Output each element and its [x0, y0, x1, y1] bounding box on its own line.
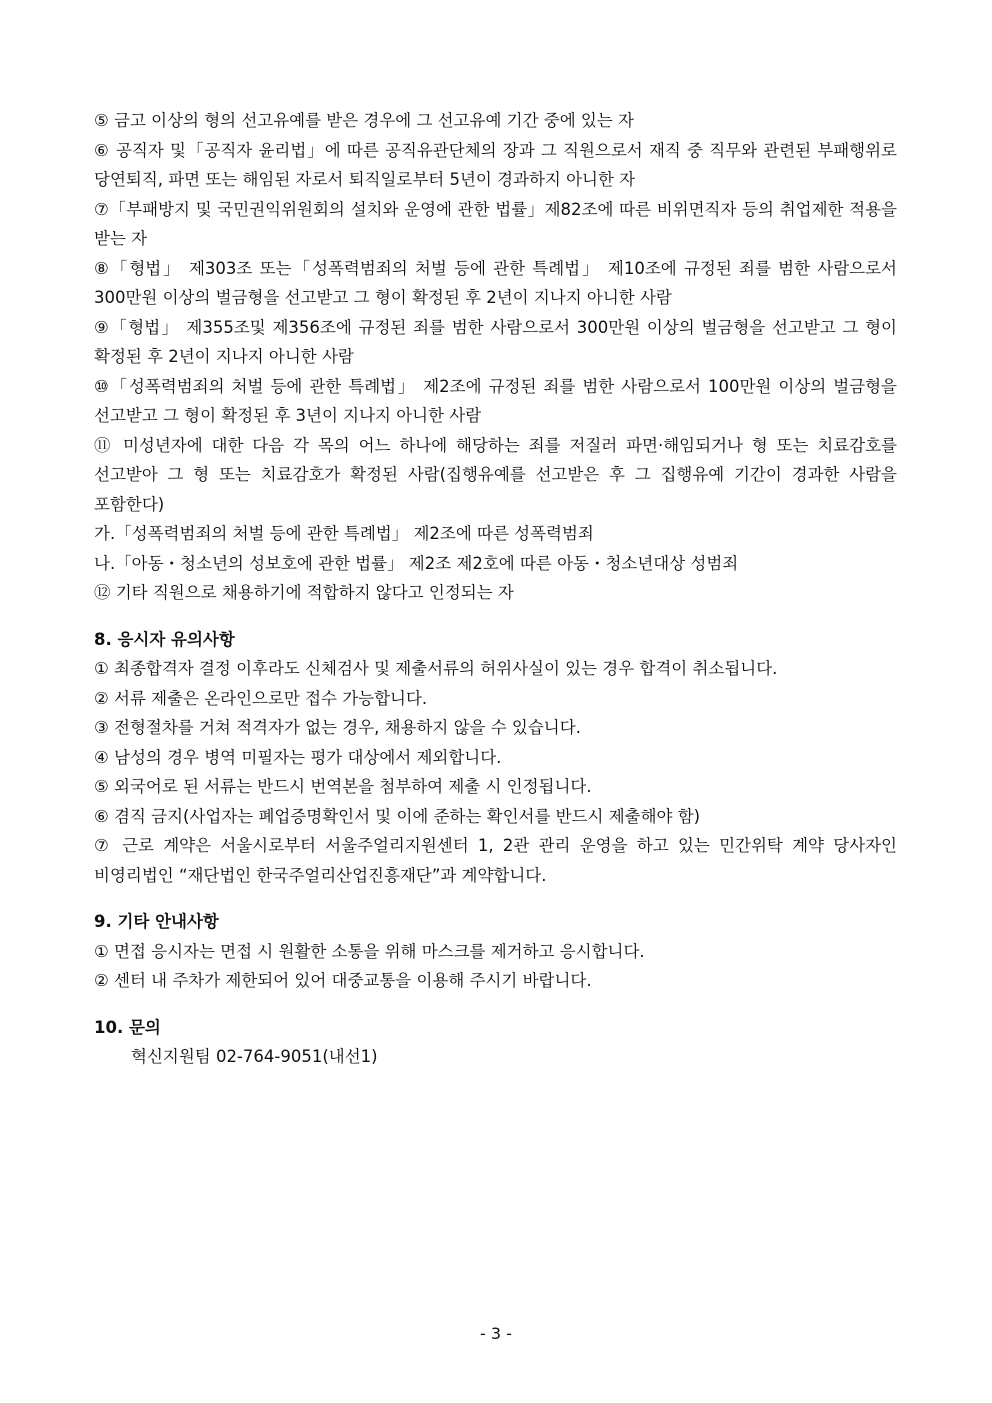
list-item: ⑦ 근로 계약은 서울시로부터 서울주얼리지원센터 1, 2관 관리 운영을 하고 있는 민간위탁 계약 당사자인 비영리법인 “재단법인 한국주얼리산업진흥재단”과 계약합니다. [94, 836, 897, 885]
list-item: ⑥ 공직자 및「공직자 윤리법」에 따른 공직유관단체의 장과 그 직원으로서 재직 중 직무와 관련된 부패행위로 당연퇴직, 파면 또는 해임된 자로서 퇴직일로부터 5년이 경과하지 아니한 자 [94, 140, 897, 189]
list-item: ③ 전형절차를 거쳐 적격자가 없는 경우, 채용하지 않을 수 있습니다. [94, 718, 581, 737]
list-item: ⑦「부패방지 및 국민권익위원회의 설치와 운영에 관한 법률」제82조에 따른 비위면직자 등의 취업제한 적용을 받는 자 [94, 199, 897, 248]
section-heading: 8. 응시자 유의사항 [94, 629, 235, 649]
section-applicant-notes [94, 625, 897, 891]
list-item: ⑤ 금고 이상의 형의 선고유예를 받은 경우에 그 선고유예 기간 중에 있는 자 [94, 111, 634, 130]
list-item: ⑫ 기타 직원으로 채용하기에 적합하지 않다고 인정되는 자 [94, 583, 514, 602]
page-number: - 3 - [480, 1324, 512, 1343]
section-inquiry [94, 1013, 897, 1072]
contact-info: 혁신지원팀 02-764-9051(내선1) [131, 1047, 378, 1066]
list-item: ⑥ 겸직 금지(사업자는 폐업증명확인서 및 이에 준하는 확인서를 반드시 제출해야 함) [94, 806, 701, 826]
list-item: ⑪ 미성년자에 대한 다음 각 목의 어느 하나에 해당하는 죄를 저질러 파면·해임되거나 형 또는 치료감호를 선고받아 그 형 또는 치료감호가 확정된 사람(집행유예를 선고받은 후 그 집행유예 기간이 경과한 사람을 포함한다) [94, 435, 898, 514]
list-item: ① 면접 응시자는 면접 시 원활한 소통을 위해 마스크를 제거하고 응시합니다. [94, 941, 645, 961]
section-other-info [94, 907, 897, 996]
list-item: ④ 남성의 경우 병역 미필자는 평가 대상에서 제외합니다. [94, 747, 502, 767]
list-item: ① 최종합격자 결정 이후라도 신체검사 및 제출서류의 허위사실이 있는 경우 합격이 취소됩니다. [94, 659, 778, 678]
list-item: ⑩「성폭력범죄의 처벌 등에 관한 특례법」 제2조에 규정된 죄를 범한 사람으로서 100만원 이상의 벌금형을 선고받고 그 형이 확정된 후 3년이 지나지 아니한 사람 [94, 376, 897, 425]
section-heading: 9. 기타 안내사항 [94, 912, 219, 931]
section-heading: 10. 문의 [94, 1017, 161, 1037]
list-item: ② 서류 제출은 온라인으로만 접수 가능합니다. [94, 688, 428, 708]
document-page [94, 106, 897, 1072]
list-item: ⑤ 외국어로 된 서류는 반드시 번역본을 첨부하여 제출 시 인정됩니다. [94, 777, 592, 796]
list-item: ② 센터 내 주차가 제한되어 있어 대중교통을 이용해 주시기 바랍니다. [94, 971, 592, 990]
sub-list-item: 나.「아동・청소년의 성보호에 관한 법률」 제2조 제2호에 따른 아동・청소년대상 성범죄 [94, 553, 739, 573]
sub-list-item: 가.「성폭력범죄의 처벌 등에 관한 특례법」 제2조에 따른 성폭력범죄 [94, 524, 594, 543]
list-item: ⑨「형법」 제355조및 제356조에 규정된 죄를 범한 사람으로서 300만원 이상의 벌금형을 선고받고 그 형이 확정된 후 2년이 지나지 아니한 사람 [94, 317, 897, 366]
disqualification-list [94, 106, 897, 608]
list-item: ⑧「형법」 제303조 또는「성폭력범죄의 처벌 등에 관한 특례법」 제10조에 규정된 죄를 범한 사람으로서 300만원 이상의 벌금형을 선고받고 그 형이 확정된 후 2년이 지나지 아니한 사람 [94, 258, 897, 307]
